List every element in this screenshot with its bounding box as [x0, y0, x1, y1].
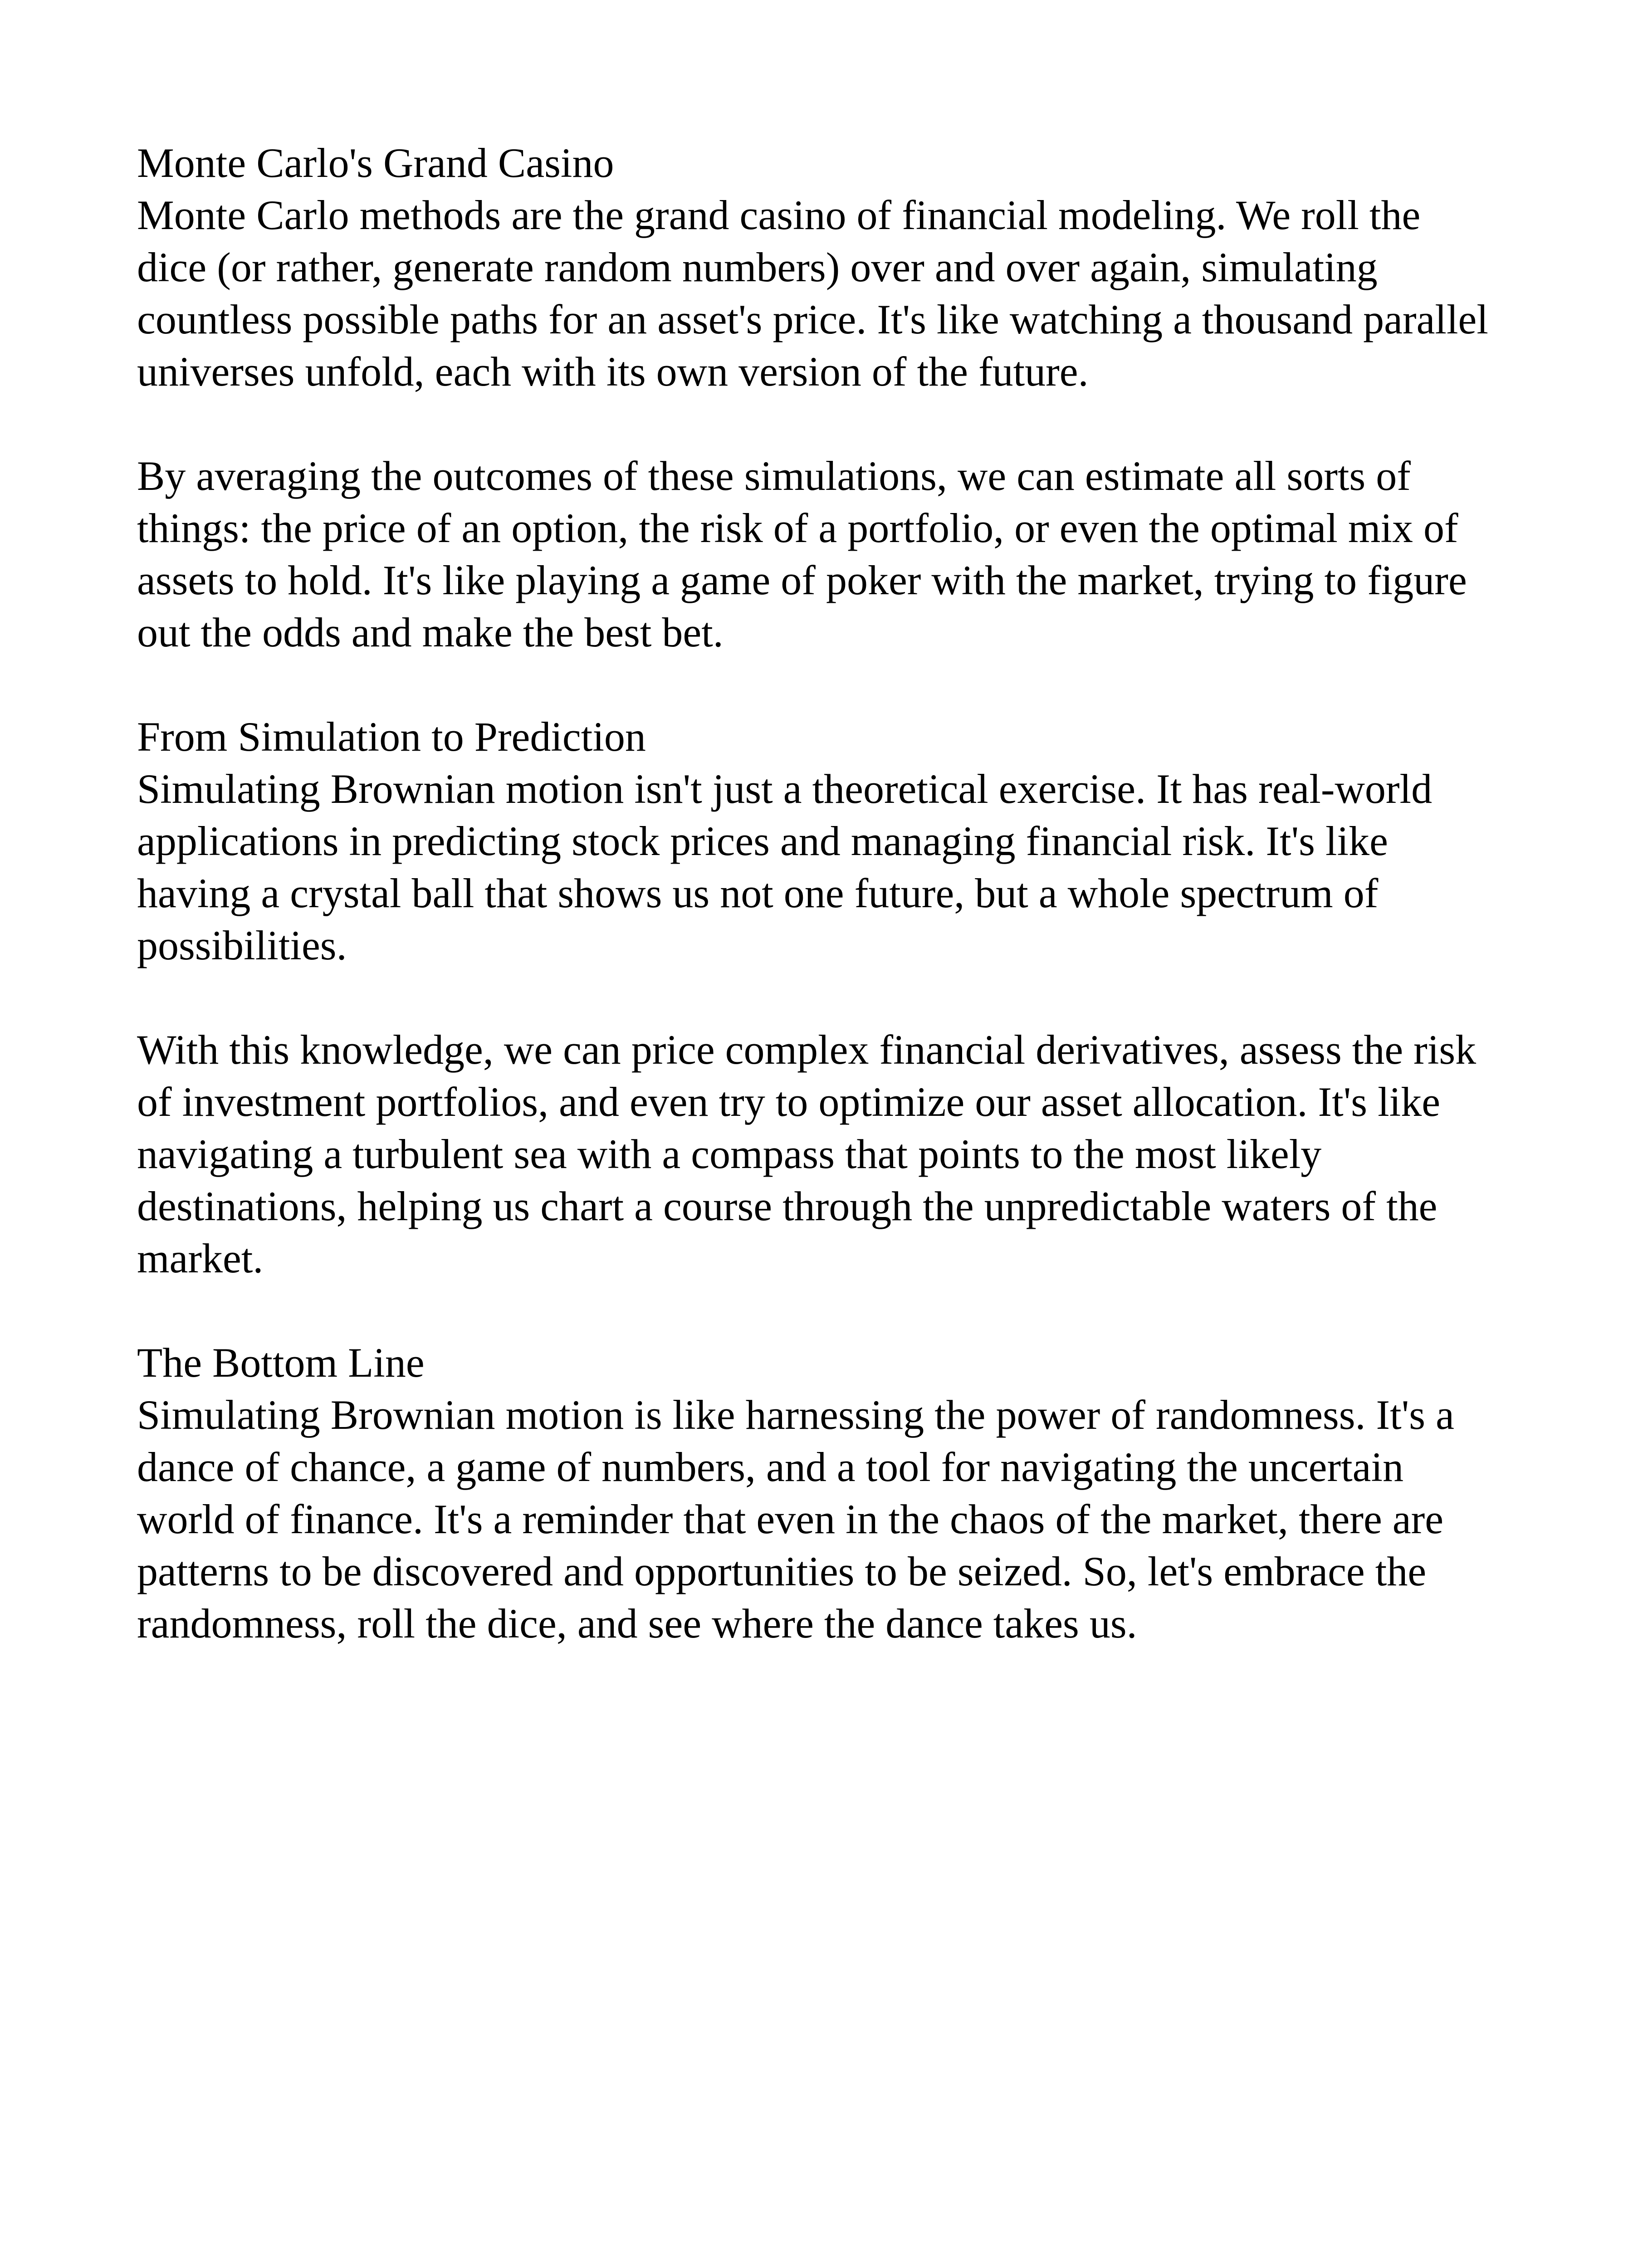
section-heading: Monte Carlo's Grand Casino	[137, 140, 614, 186]
page-content	[137, 137, 1498, 1702]
paragraph: By averaging the outcomes of these simulations, we can estimate all sorts of things: the price of an option, the risk of a portfolio, or even the optimal mix of assets to hold. It's like playing a game of poker with the market, trying to figure out the odds and make the best bet.	[137, 453, 1467, 655]
paragraph: With this knowledge, we can price complex financial derivatives, assess the risk of investment portfolios, and even try to optimize our asset allocation. It's like navigating a turbulent sea with a compass that points to the most likely destinations, helping us chart a course through the unpredictable waters of the market.	[137, 1026, 1477, 1281]
section-bottom-line	[137, 1337, 1498, 1650]
section-heading: From Simulation to Prediction	[137, 714, 646, 760]
section-monte-carlo	[137, 137, 1498, 659]
section-heading: The Bottom Line	[137, 1339, 425, 1386]
section-simulation-to-prediction	[137, 711, 1498, 1285]
paragraph: Monte Carlo methods are the grand casino of financial modeling. We roll the dice (or rather, generate random numbers) over and over again, simulating countless possible paths for an asset's price. It's like watching a thousand parallel universes unfold, each with its own version of the future.	[137, 192, 1488, 395]
paragraph: Simulating Brownian motion is like harnessing the power of randomness. It's a dance of chance, a game of numbers, and a tool for navigating the uncertain world of finance. It's a reminder that even in the chaos of the market, there are patterns to be discovered and opportunities to be seized. So, let's embrace the randomness, roll the dice, and see where the dance takes us.	[137, 1392, 1454, 1647]
paragraph: Simulating Brownian motion isn't just a theoretical exercise. It has real-world applications in predicting stock prices and managing financial risk. It's like having a crystal ball that shows us not one future, but a whole spectrum of possibilities.	[137, 766, 1433, 968]
